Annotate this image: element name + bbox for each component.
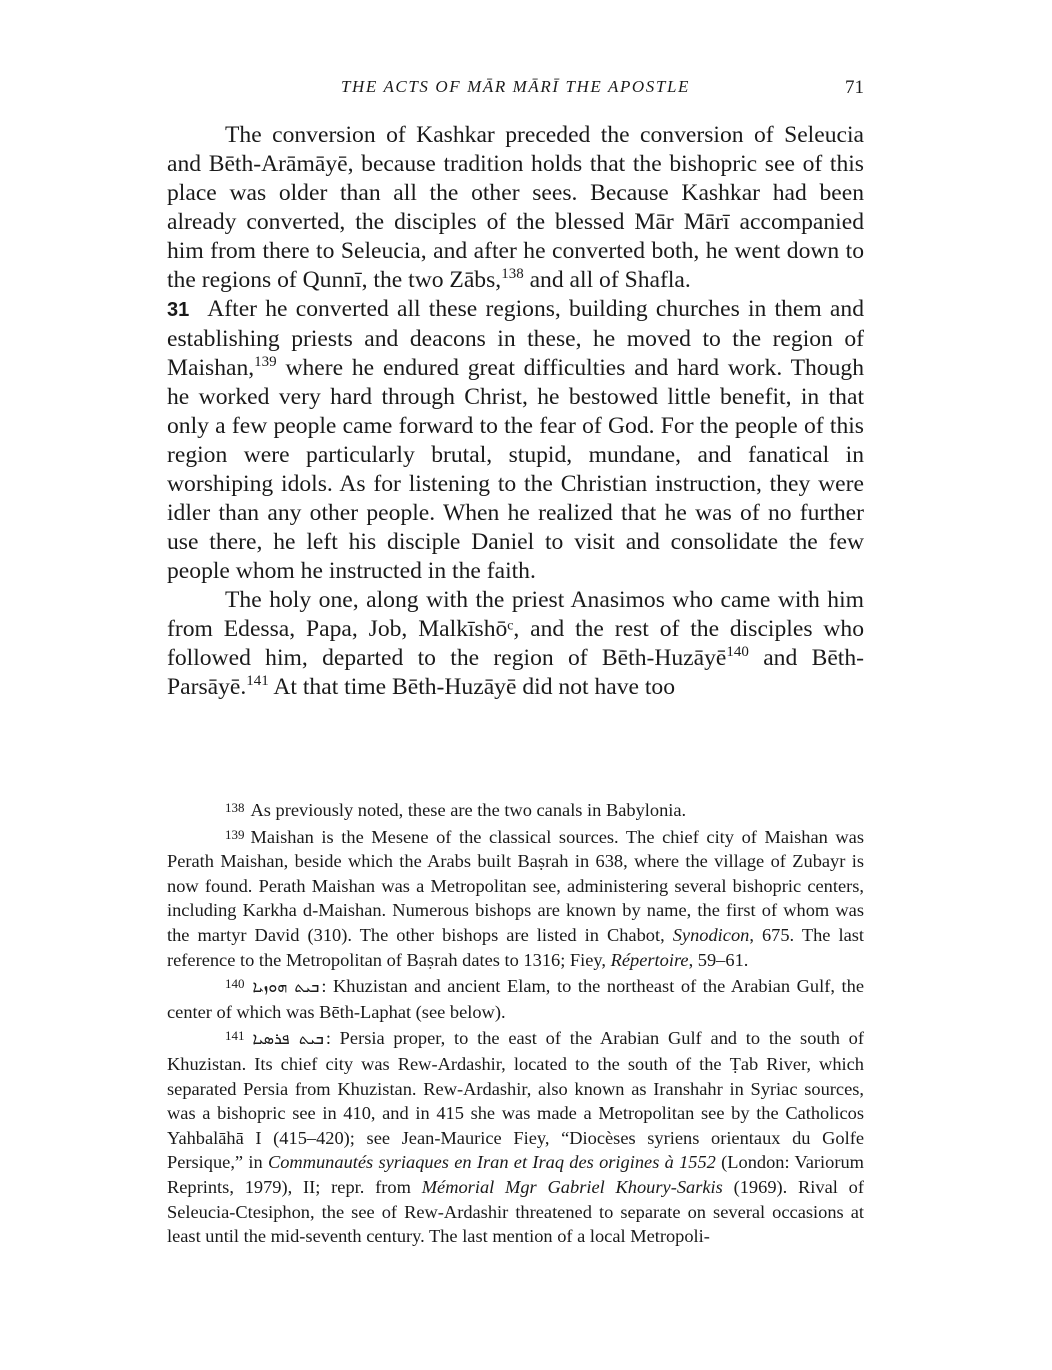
footnote-text: As previously noted, these are the two canals in Babylonia. — [250, 800, 687, 820]
paragraph-1 — [167, 121, 864, 295]
footnote-ref-139: 139 — [254, 354, 277, 370]
footnote-text: (1969). Rival of Seleucia-Ctesiphon, the see of Rew-Ardashir threatened to separate on several occasions at least until the mid-seventh century. The last mention of a local Metropoli- — [167, 1176, 864, 1247]
syriac-term: ܒܝܬ ܦܪܣܝܐ — [252, 1029, 324, 1049]
footnotes — [167, 796, 864, 1249]
footnote-number: 138 — [225, 800, 245, 815]
paragraph-text: where he endured great difficulties and hard work. Though he worked very hard through Christ, he bestowed little benefit, in that only a few people came forward to the fear of God. For the people of this region were particularly brutal, stupid, mundane, and fanatical in worshiping idols. As for listening to the Christian instruction, they were idler than any other people. When he realized that he was of no further use there, he left his disciple Daniel to visit and consolidate the few people whom he instructed in the faith. — [167, 355, 864, 584]
paragraph-text: and all of Shafla. — [523, 267, 691, 293]
paragraph-text: The holy one, along with the priest Anasimos who came with him from Edessa, Papa, Job, Malkīshōᶜ, and the rest of the disciples who followed him, departed to the region of Bēth-Huzāyē — [167, 587, 864, 671]
paragraph-3 — [167, 586, 864, 702]
main-text — [167, 121, 864, 702]
running-title: THE ACTS OF MĀR MĀRĪ THE APOSTLE — [340, 77, 690, 96]
footnote-ref-141: 141 — [246, 673, 269, 689]
paragraph-text: and Bēth-Parsāyē. — [167, 645, 864, 700]
citation-title: Mémorial Mgr Gabriel Khoury-Sarkis — [421, 1176, 723, 1197]
footnote-text: : Khuzistan and ancient Elam, to the northeast of the Arabian Gulf, the center of which was Bēth-Laphat (see below). — [167, 976, 864, 1022]
footnote-text: (London: Variorum Reprints, 1979), II; repr. from — [167, 1152, 864, 1197]
footnote-number: 141 — [225, 1028, 245, 1044]
paragraph-text: After he converted all these regions, building churches in them and establishing priests and deacons in these, he moved to the region of Maishan, — [167, 296, 864, 381]
footnote-138 — [167, 796, 864, 823]
footnote-number: 139 — [225, 826, 245, 842]
citation-title: Communautés syriaques en Iran et Iraq des origines à 1552 — [267, 1152, 716, 1173]
footnote-141 — [167, 1024, 864, 1248]
paragraph-text: At that time Bēth-Huzāyē did not have too — [268, 674, 676, 700]
page-header — [167, 77, 864, 103]
footnote-text: : Persia proper, to the east of the Arabian Gulf and to the south of Khuzistan. Its chief city was Rew-Ardashir, located to the south of the Ṭab River, which separated Persia from Khuzistan. Rew-Ardashir, also known as Iranshahr in Syriac sources, was a bishopric see in 410, and in 415 she was made a Metropolitan see by the Catholicos Yahbalāhā I (415–420); see Jean-Maurice Fiey, “Diocèses syriens orientaux du Golfe Persique,” in — [167, 1028, 864, 1173]
footnote-ref-140: 140 — [726, 644, 749, 660]
paragraph-2 — [167, 295, 864, 586]
footnote-text: Maishan is the Mesene of the classical sources. The chief city of Maishan was Perath Maishan, beside which the Arabs built Baṣrah in 638, where the village of Zubayr is now found. Perath Maishan was a Metropolitan see, administering several bishopric centers, including Karkha d-Maishan. Numerous bishops are known by name, the first of whom was the martyr David (310). The other bishops are listed in Chabot, — [167, 826, 864, 945]
section-number: 31 — [167, 299, 190, 321]
page-number: 71 — [845, 77, 864, 98]
paragraph-text: The conversion of Kashkar preceded the conversion of Seleucia and Bēth-Arāmāyē, because tradition holds that the bishopric see of this place was older than all the other sees. Because Kashkar had been already converted, the disciples of the blessed Mār Mārī accompanied him from there to Seleucia, and after he converted both, he went down to the regions of Qunnī, the two Zābs, — [167, 122, 864, 293]
citation-title: Synodicon — [672, 924, 750, 945]
footnote-140 — [167, 972, 864, 1024]
footnote-text: , 59–61. — [688, 949, 749, 970]
syriac-term: ܒܝܬ ܗܘܙܝܐ — [252, 977, 320, 997]
footnote-number: 140 — [225, 976, 245, 992]
citation-title: Répertoire — [610, 949, 689, 970]
footnote-139 — [167, 823, 864, 973]
footnote-ref-138: 138 — [501, 266, 524, 282]
footnote-text: , 675. The last reference to the Metropolitan of Baṣrah dates to 1316; Fiey, — [167, 924, 865, 970]
